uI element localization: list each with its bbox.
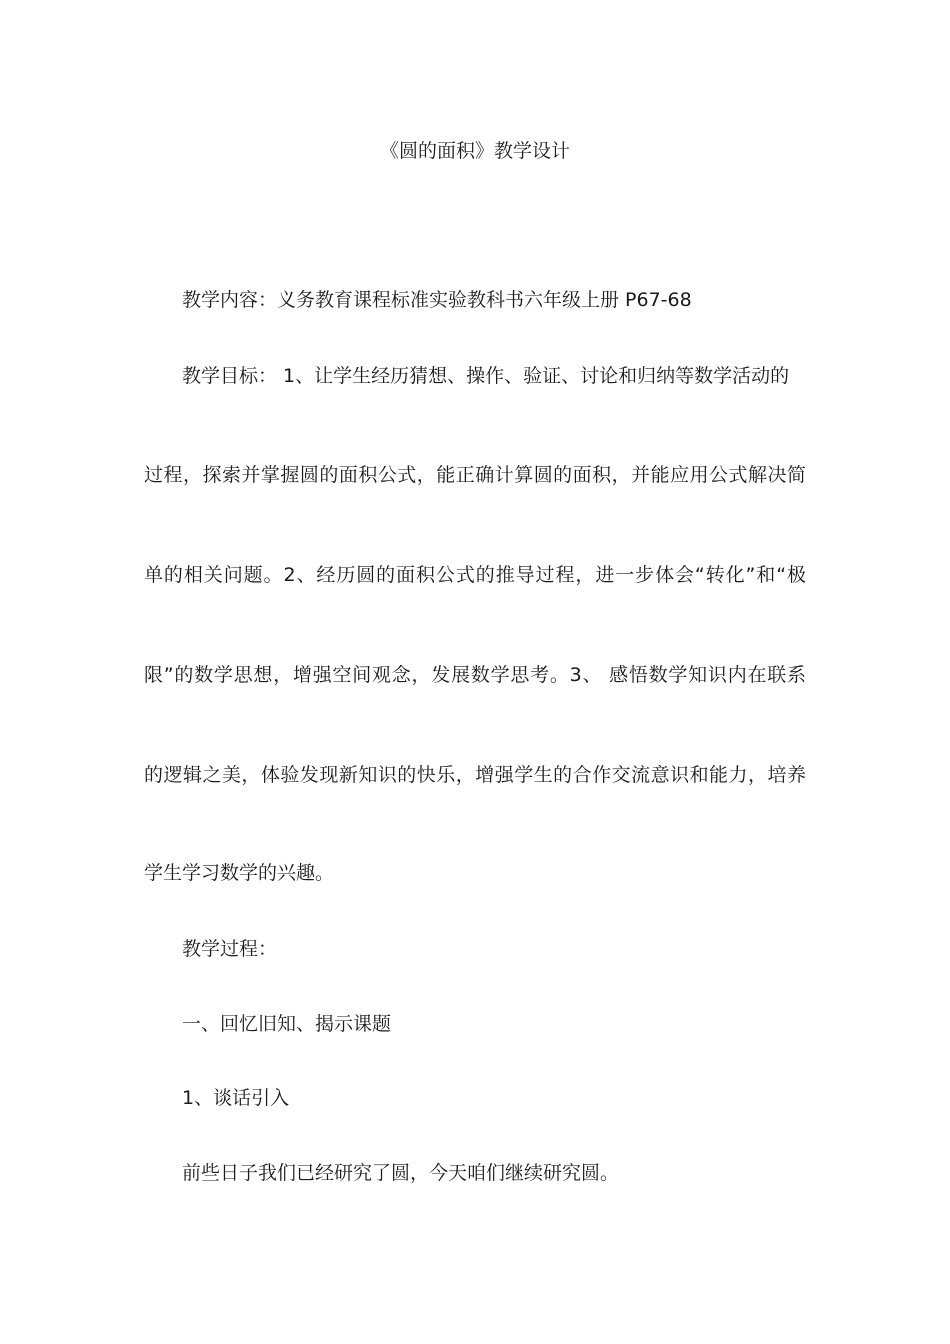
- objectives-line-2: 过程，探索并掌握圆的面积公式，能正确计算圆的面积，并能应用公式解决简: [144, 464, 806, 486]
- objectives-line-6: 学生学习数学的兴趣。: [144, 862, 335, 884]
- body-paragraph: 前些日子我们已经研究了圆，今天咱们继续研究圆。: [182, 1162, 620, 1184]
- objectives-line-1: 教学目标： 1、让学生经历猜想、操作、验证、讨论和归纳等数学活动的: [182, 365, 790, 387]
- subsection-heading: 1、谈话引入: [182, 1087, 290, 1109]
- section-heading: 一、回忆旧知、揭示课题: [182, 1013, 392, 1035]
- objectives-line-5: 的逻辑之美，体验发现新知识的快乐，增强学生的合作交流意识和能力，培养: [144, 764, 806, 786]
- teaching-content-line: 教学内容：义务教育课程标准实验教科书六年级上册 P67-68: [182, 289, 692, 311]
- process-heading: 教学过程：: [182, 938, 278, 960]
- objectives-line-3: 单的相关问题。2、经历圆的面积公式的推导过程，进一步体会“转化”和“极: [144, 564, 806, 586]
- objectives-line-4: 限”的数学思想，增强空间观念，发展数学思考。3、 感悟数学知识内在联系: [144, 664, 806, 686]
- document-title: 《圆的面积》教学设计: [379, 140, 570, 162]
